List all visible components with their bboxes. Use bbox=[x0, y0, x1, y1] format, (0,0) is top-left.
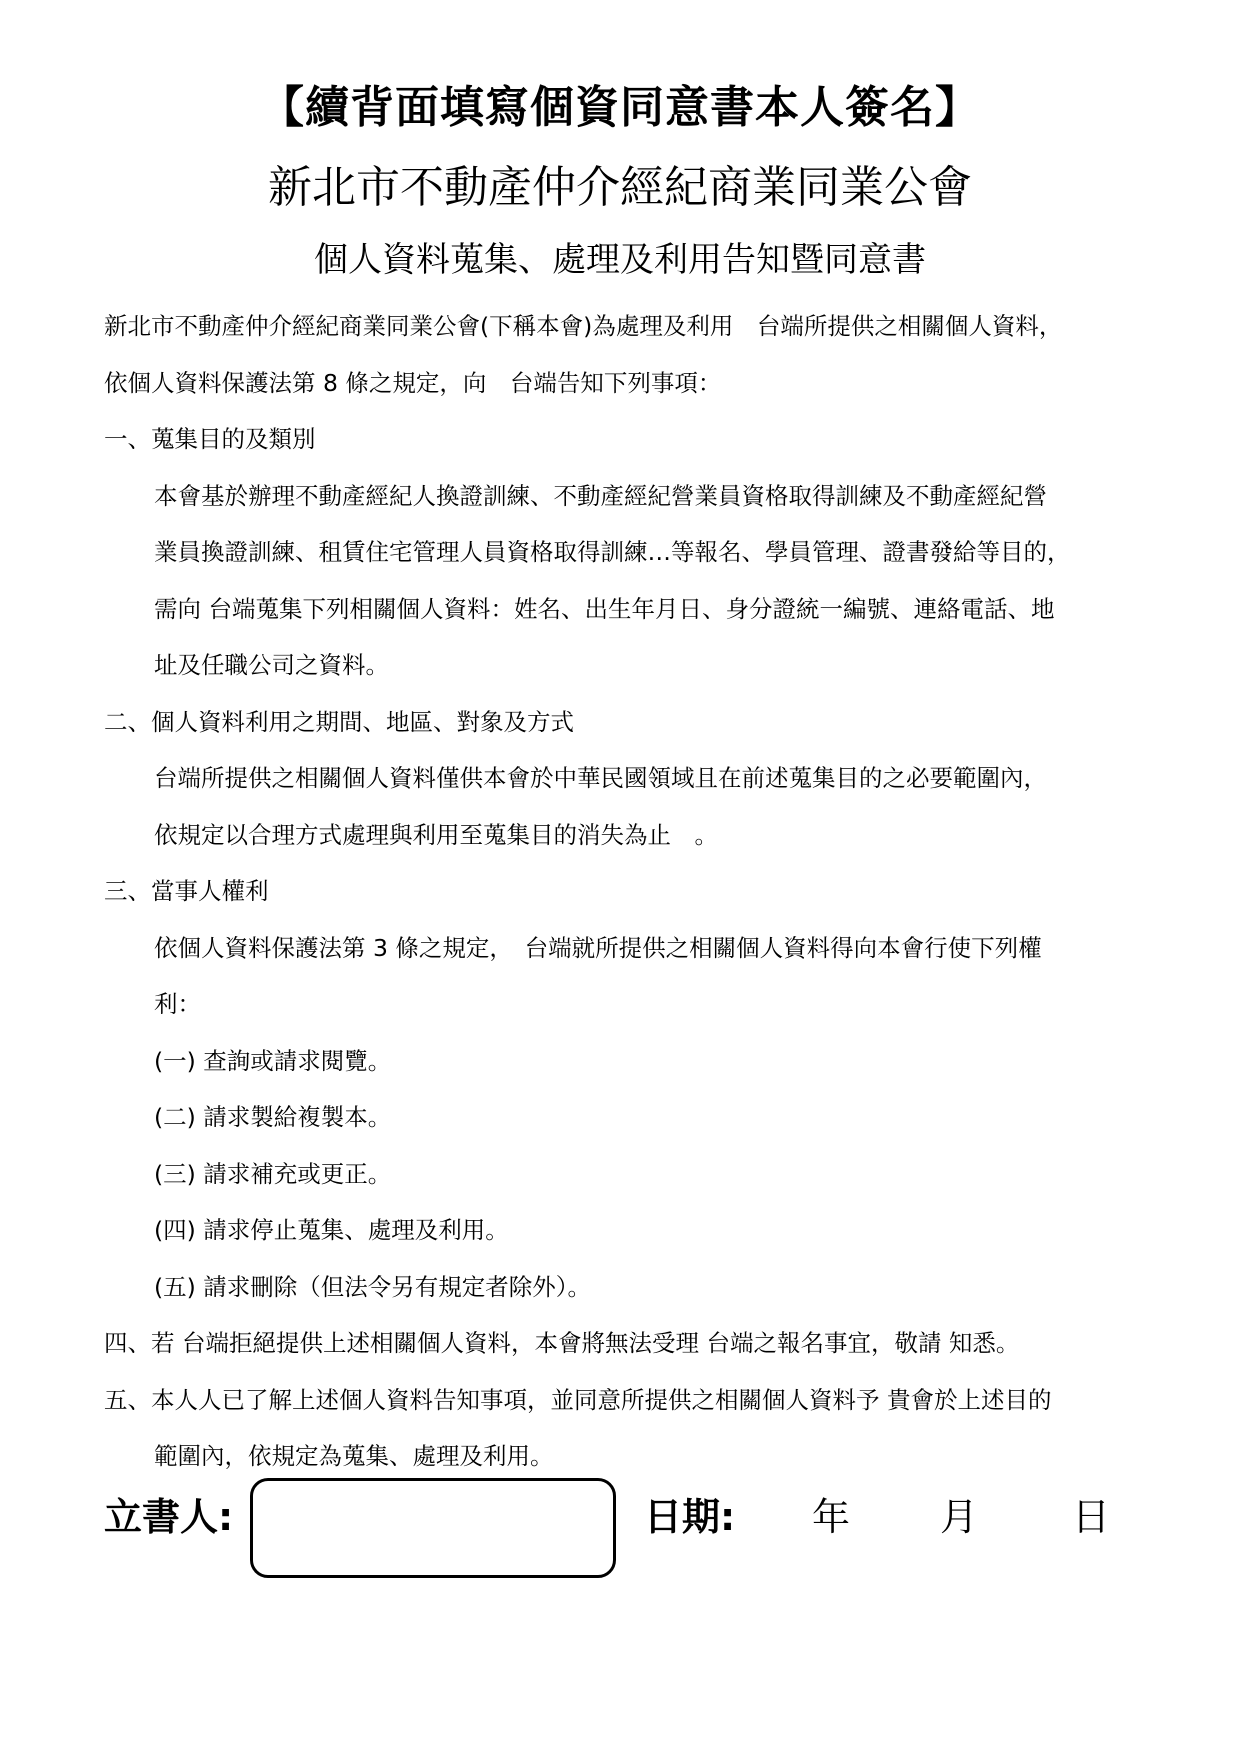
intro-line: 新北市不動產仲介經紀商業同業公會(下稱本會)為處理及利用 台端所提供之相關個人資料， bbox=[104, 312, 1063, 340]
section-text: 址及任職公司之資料。 bbox=[154, 651, 389, 679]
rights-list-item: (一) 查詢或請求閱覽。 bbox=[154, 1046, 392, 1075]
rights-list-item: (四) 請求停止蒐集、處理及利用。 bbox=[154, 1216, 509, 1244]
form-body bbox=[104, 298, 1144, 1485]
document-title: 個人資料蒐集、處理及利用告知暨同意書 bbox=[314, 240, 926, 280]
rights-list-item: (二) 請求製給複製本。 bbox=[154, 1103, 392, 1131]
section-refusal: 四、若 台端拒絕提供上述相關個人資料，本會將無法受理 台端之報名事宜，敬請 知悉。 bbox=[104, 1329, 1020, 1357]
rights-list-item: (五) 請求刪除（但法令另有規定者除外）。 bbox=[154, 1272, 592, 1301]
section-heading-rights: 三、當事人權利 bbox=[104, 877, 269, 905]
signer-label: 立書人: bbox=[104, 1495, 234, 1539]
banner-notice: 【續背面填寫個資同意書本人簽名】 bbox=[260, 82, 980, 133]
section-text: 業員換證訓練、租賃住宅管理人員資格取得訓練…等報名、學員管理、證書發給等目的， bbox=[154, 538, 1071, 566]
intro-line: 依個人資料保護法第 8 條之規定，向 台端告知下列事項： bbox=[104, 368, 722, 397]
section-consent: 五、本人人已了解上述個人資料告知事項，並同意所提供之相關個人資料予 貴會於上述目的 bbox=[104, 1385, 1052, 1414]
section-text: 本會基於辦理不動產經紀人換證訓練、不動產經紀營業員資格取得訓練及不動產經紀營 bbox=[154, 481, 1047, 510]
section-text: 依個人資料保護法第 3 條之規定， 台端就所提供之相關個人資料得向本會行使下列權 bbox=[154, 933, 1042, 962]
section-heading-usage: 二、個人資料利用之期間、地區、對象及方式 bbox=[104, 707, 574, 736]
section-heading-collection: 一、蒐集目的及類別 bbox=[104, 425, 316, 453]
date-day-label: 日 bbox=[1072, 1495, 1111, 1539]
section-text: 依規定以合理方式處理與利用至蒐集目的消失為止 。 bbox=[154, 820, 718, 849]
date-year-label: 年 bbox=[812, 1495, 851, 1539]
date-month-label: 月 bbox=[940, 1495, 979, 1539]
signature-row bbox=[104, 1478, 1144, 1588]
signature-box[interactable] bbox=[250, 1478, 616, 1578]
organization-title: 新北市不動產仲介經紀商業同業公會 bbox=[268, 162, 972, 213]
section-text: 範圍內，依規定為蒐集、處理及利用。 bbox=[154, 1442, 554, 1470]
rights-list-item: (三) 請求補充或更正。 bbox=[154, 1159, 392, 1188]
section-text: 台端所提供之相關個人資料僅供本會於中華民國領域且在前述蒐集目的之必要範圍內， bbox=[154, 764, 1047, 792]
date-label: 日期: bbox=[644, 1495, 736, 1539]
section-text: 利： bbox=[154, 990, 201, 1018]
section-text: 需向 台端蒐集下列相關個人資料：姓名、出生年月日、身分證統一編號、連絡電話、地 bbox=[154, 594, 1055, 623]
